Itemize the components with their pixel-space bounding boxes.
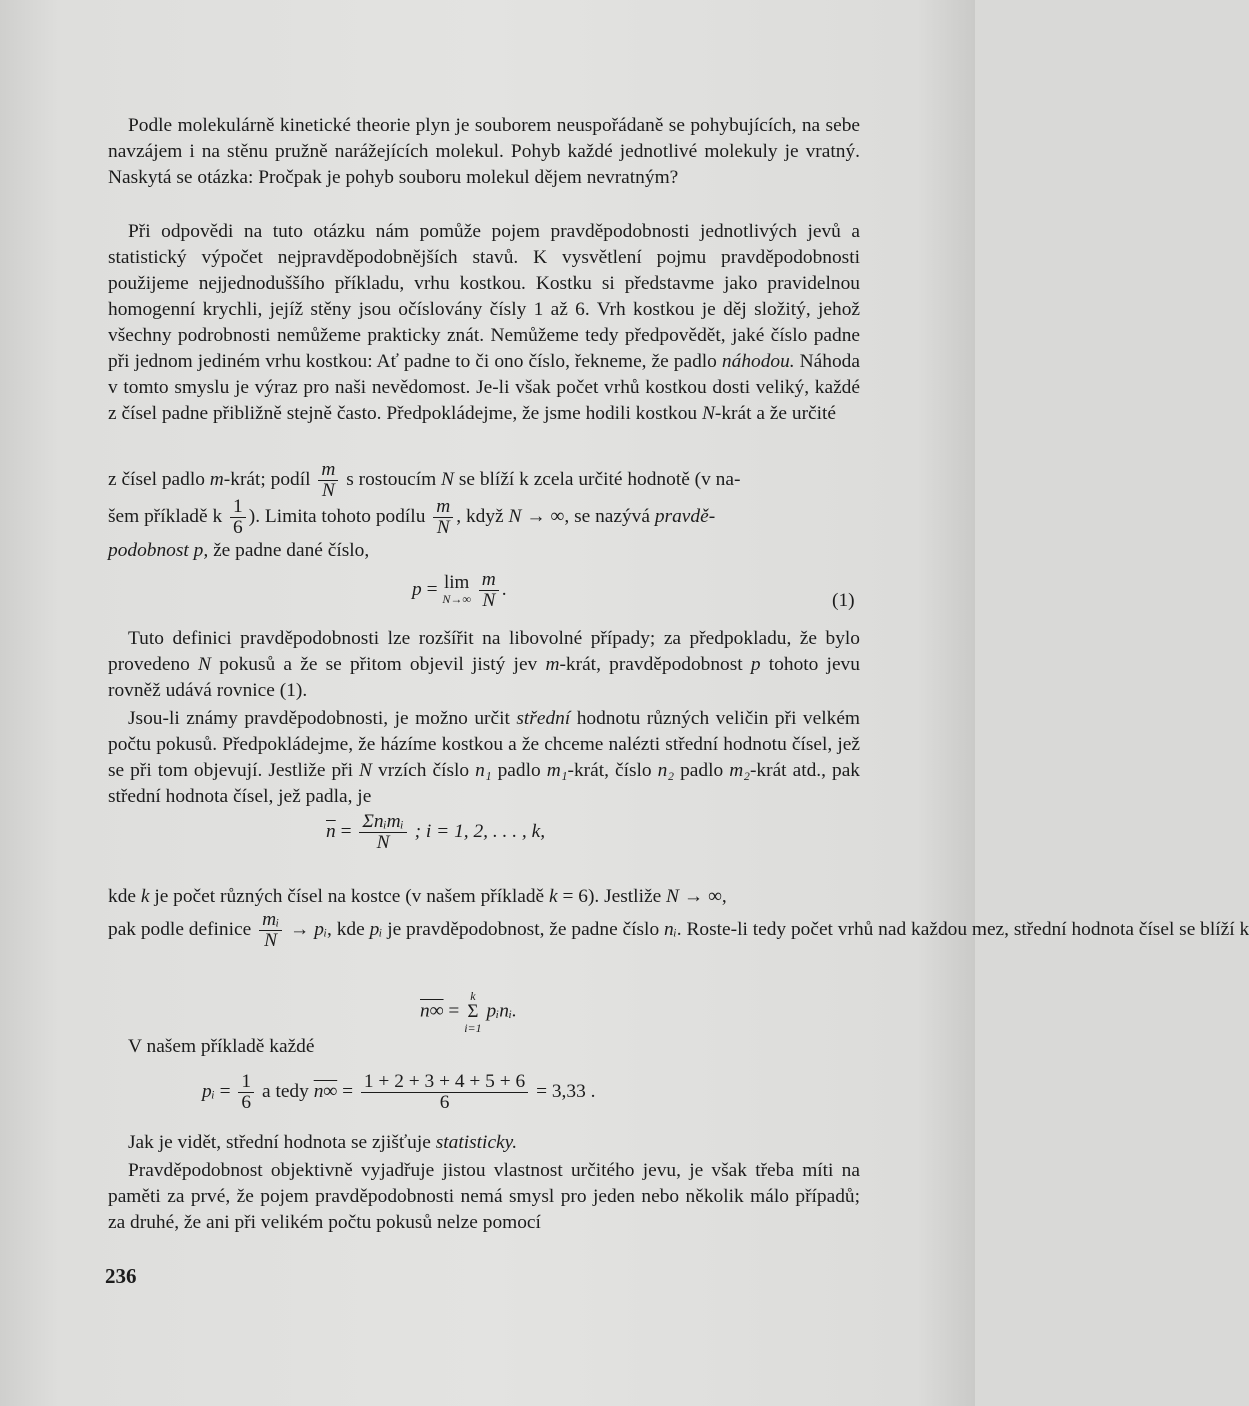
fraction-m-over-N-3: $\frac{m}{N}$ — [479, 570, 499, 611]
equation-mean: $\overline{n}$ = $\frac{\text{Σnᵢmᵢ}}{N}$ ; i = 1, 2, . . . , k, — [326, 811, 546, 853]
paragraph-6: V našem příkladě každé — [128, 1036, 315, 1057]
fraction-m-over-N-2: $\frac{m}{N}$ — [433, 497, 453, 538]
paragraph-4: Jsou-li známy pravděpodobnosti, je možno určit střední hodnotu různých veličin při velkém počtu pokusů. Předpokládejme, že házíme kostkou a že chceme nalézti střední hodnotu čísel, jež se při tom objevují. Jestliže při N vrzích číslo n₁ padlo m₁-krát, číslo n₂ padlo m₂-krát atd., pak střední hodnota čísel, jež padla, je — [108, 708, 861, 807]
limit-operator: lim N→∞ — [442, 571, 471, 606]
equation-example: pᵢ = $\frac{1}{6}$ a tedy n∞ = $\frac{1 + 2 + 3 + 4 + 5 + 6}{6}$ = 3,33 . — [202, 1071, 596, 1113]
line-definition: podobnost p, že padne dané číslo, — [108, 540, 370, 561]
fraction-one-sixth: $\frac{1}{6}$ — [230, 497, 246, 538]
paragraph-8: Pravděpodobnost objektivně vyjadřuje jistou vlastnost určitého jevu, je však třeba míti na paměti za prvé, že pojem pravděpodobnosti nemá smysl pro jeden nebo několik málo případů; za druhé, že ani při velikém počtu pokusů nelze pomocí — [108, 1160, 860, 1233]
equation-number: (1) — [832, 590, 855, 611]
equation-limit-mean: n∞ = k Σ i=1 pᵢnᵢ. — [420, 989, 517, 1035]
equation-1: p = lim N→∞ $\frac{m}{N}$ . — [412, 569, 507, 611]
fraction-m-over-N: $\frac{m}{N}$ — [318, 460, 338, 501]
sum-operator: k Σ i=1 — [464, 989, 482, 1035]
line-pi-definition: pak podle definice $\frac{\text{mᵢ}}{N}$ → pᵢ, kde pᵢ je pravděpodobnost, že padne číslo nᵢ. Roste-li tedy počet vrhů nad každou mez, střední hodnota čísel se blíží k — [108, 909, 1249, 951]
fraction-sum-over-six: $\frac{1 + 2 + 3 + 4 + 5 + 6}{6}$ — [361, 1072, 528, 1113]
fraction-mi-over-N: $\frac{\text{mᵢ}}{N}$ — [259, 910, 282, 951]
page-number: 236 — [105, 1264, 137, 1288]
line-podil: z čísel padlo m-krát; podíl $\frac{m}{N}$ s rostoucím N se blíží k zcela určité hodnotě (v na- — [108, 459, 741, 501]
paragraph-1: Podle molekulárně kinetické theorie plyn je souborem neuspořádaně se pohybujících, na sebe navzájem i na stěnu pružně narážejících molekul. Pohyb každé jednotlivé molekuly je vratný. Naskytá se otázka: Pročpak je pohyb souboru molekul dějem nevratným? — [108, 115, 860, 188]
paragraph-2: Při odpovědi na tuto otázku nám pomůže pojem pravděpodobnosti jednotlivých jevů a statistický výpočet nejpravděpodobnějších stavů. K vysvětlení pojmu pravděpodobnosti použijeme nejjednoduššího příkladu, vrhu kostkou. Kostku si představme jako pravidelnou homogenní krychli, jejíž stěny jsou očíslovány čísly 1 až 6. Vrh kostkou je děj složitý, jehož všechny podrobnosti nemůžeme prakticky znát. Nemůžeme tedy předpovědět, jaké číslo padne při jednom jediném vrhu kostkou: Ať padne to či ono číslo, řekneme, že padlo náhodou. Náhoda v tomto smyslu je výraz pro naši nevědomost. Je-li však počet vrhů kostkou dosti veliký, každé z čísel padne přibližně stejně často. Předpokládejme, že jsme hodili kostkou N-krát a že určité — [108, 221, 860, 424]
fraction-one-sixth-2: $\frac{1}{6}$ — [238, 1072, 254, 1113]
line-limit: šem příkladě k $\frac{1}{6}$ ). Limita tohoto podílu $\frac{m}{N}$ , když N → ∞, se nazývá pravdě- — [108, 496, 716, 538]
fraction-sum-over-N: $\frac{\text{Σnᵢmᵢ}}{N}$ — [359, 812, 406, 853]
paragraph-5: kde k je počet různých čísel na kostce (v našem příkladě k = 6). Jestliže N → ∞, — [108, 886, 727, 907]
paragraph-3: Tuto definici pravděpodobnosti lze rozšířit na libovolné případy; za předpokladu, že bylo provedeno N pokusů a že se přitom objevil jistý jev m-krát, pravděpodobnost p tohoto jevu rovněž udává rovnice (1). — [108, 628, 860, 701]
paragraph-7: Jak je vidět, střední hodnota se zjišťuje statisticky. — [128, 1132, 518, 1153]
